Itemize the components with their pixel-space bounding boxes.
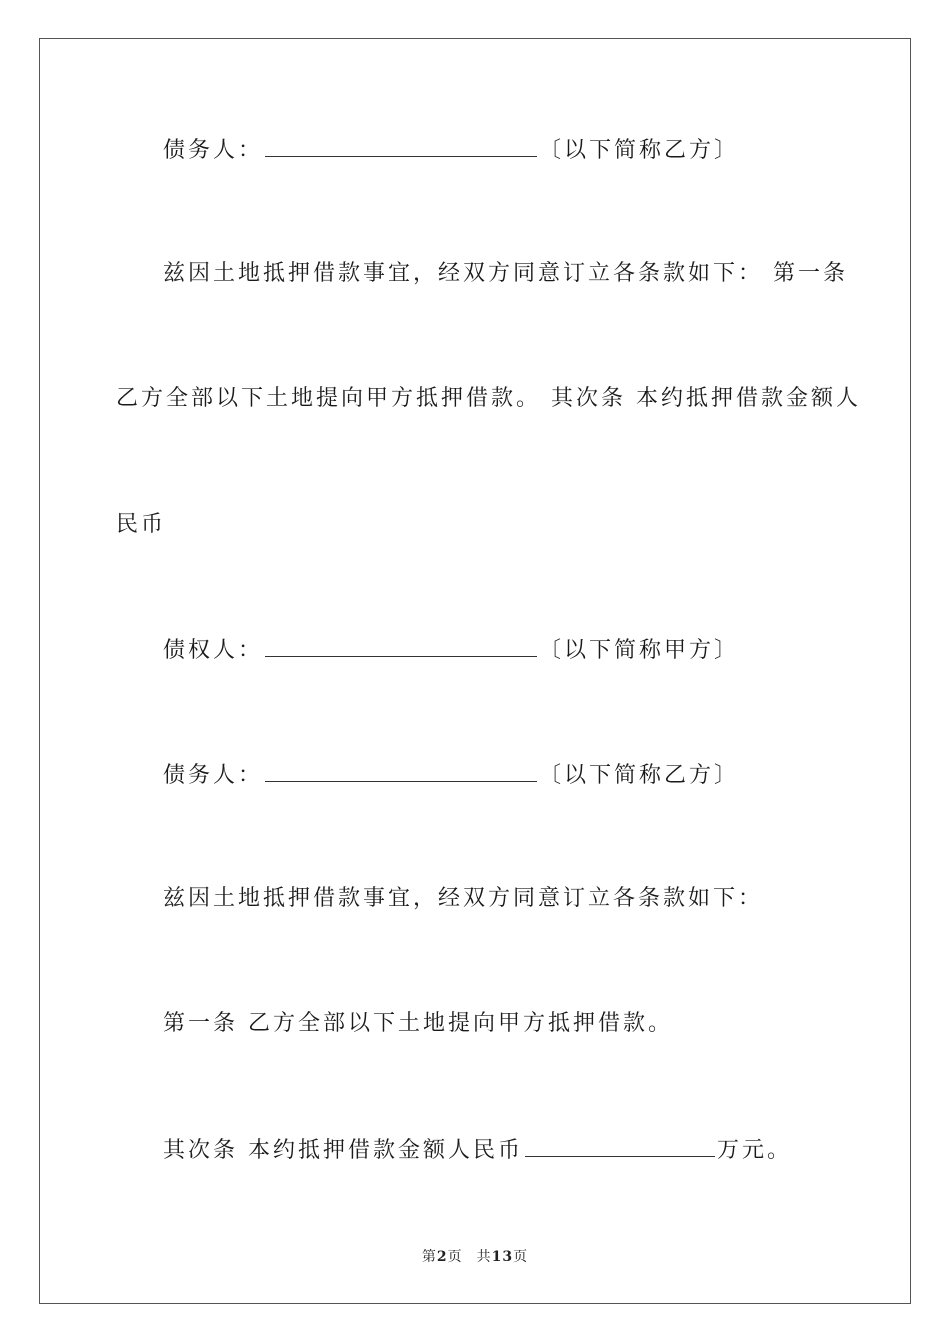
debtor-suffix-2: 〔以下简称乙方〕 bbox=[539, 763, 740, 788]
article-two-line bbox=[163, 1134, 792, 1166]
article-two-heading: 其次条 bbox=[551, 386, 627, 411]
debtor-blank bbox=[265, 134, 537, 157]
article-one-heading-2: 第一条 bbox=[163, 1011, 239, 1036]
preamble-line-2 bbox=[163, 884, 763, 914]
total-unit: 页 bbox=[513, 1249, 529, 1265]
debtor-label: 债务人： bbox=[163, 138, 264, 163]
article-two-heading-2: 其次条 bbox=[163, 1138, 239, 1163]
page-prefix: 第 bbox=[421, 1249, 437, 1265]
currency-text: 民币 bbox=[116, 512, 167, 537]
page-footer bbox=[0, 1246, 950, 1266]
debtor-suffix: 〔以下简称乙方〕 bbox=[539, 138, 740, 163]
preamble-text: 兹因土地抵押借款事宜，经双方同意订立各条款如下： bbox=[163, 261, 764, 286]
page-border bbox=[39, 38, 911, 1304]
creditor-line bbox=[163, 634, 739, 666]
article-one-line bbox=[163, 1009, 673, 1039]
article-two-text: 本约抵押借款金额人 bbox=[636, 386, 862, 411]
article-two-text-2: 本约抵押借款金额人民币 bbox=[248, 1138, 524, 1163]
total-prefix: 共 bbox=[476, 1249, 492, 1265]
article-one-text: 乙方全部以下土地提向甲方抵押借款。 bbox=[116, 386, 542, 411]
article-line-1 bbox=[116, 384, 861, 414]
preamble-text-2: 兹因土地抵押借款事宜，经双方同意订立各条款如下： bbox=[163, 886, 764, 911]
article-one-heading: 第一条 bbox=[773, 261, 849, 286]
currency-line bbox=[116, 510, 166, 540]
article-one-text-2: 乙方全部以下土地提向甲方抵押借款。 bbox=[248, 1011, 674, 1036]
debtor-blank-2 bbox=[265, 759, 537, 782]
creditor-suffix: 〔以下简称甲方〕 bbox=[539, 638, 740, 663]
creditor-blank bbox=[265, 634, 537, 657]
total-pages: 13 bbox=[491, 1249, 514, 1265]
debtor-line-1 bbox=[163, 134, 739, 166]
amount-blank bbox=[525, 1134, 715, 1157]
debtor-line-2 bbox=[163, 759, 739, 791]
preamble-line-1 bbox=[163, 259, 848, 289]
creditor-label: 债权人： bbox=[163, 638, 264, 663]
amount-suffix: 万元。 bbox=[717, 1138, 793, 1163]
page-number: 2 bbox=[436, 1249, 448, 1265]
page-unit: 页 bbox=[447, 1249, 463, 1265]
debtor-label-2: 债务人： bbox=[163, 763, 264, 788]
